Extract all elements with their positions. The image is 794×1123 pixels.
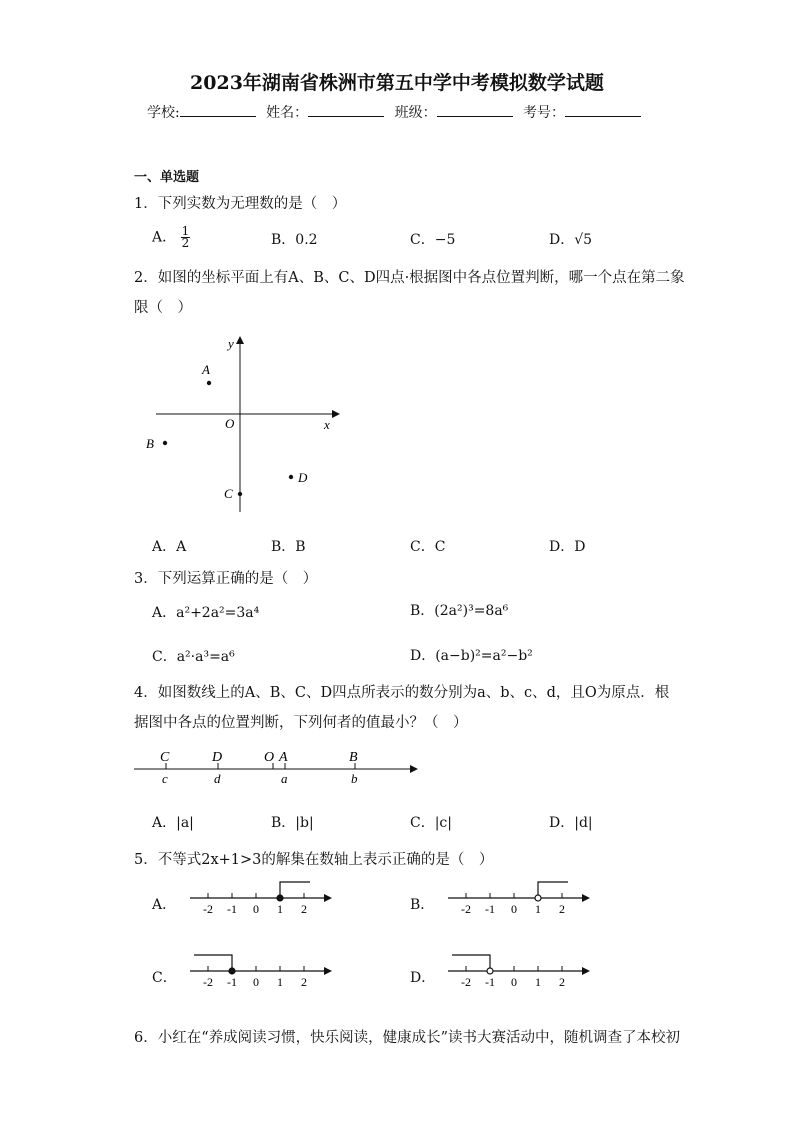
q4-stem-line1: 4．如图数线上的A、B、C、D四点所表示的数分别为a、b、c、d，且O为原点．根	[134, 685, 670, 701]
x-axis-arrow	[332, 410, 340, 418]
tick-label: -2	[461, 975, 471, 989]
q5-option-c-figure	[186, 951, 336, 991]
point-d-label: D	[298, 470, 308, 485]
solution-ray	[452, 955, 490, 971]
q4-point-d: D	[212, 750, 223, 765]
point-c	[238, 492, 242, 496]
q4-option-b: B．|b|	[271, 815, 314, 831]
q2-option-b: B．B	[271, 539, 306, 555]
q6-stem: 6．小红在“养成阅读习惯，快乐阅读，健康成长”读书大赛活动中，随机调查了本校初	[134, 1030, 681, 1046]
q2-option-a: A．A	[152, 539, 187, 555]
school-blank	[180, 104, 256, 117]
q5-option-a-figure	[186, 878, 336, 918]
q3-option-a: A．a²+2a²=3a⁴	[152, 605, 260, 621]
q4-option-d: D．|d|	[549, 815, 593, 831]
solid-endpoint	[277, 895, 283, 901]
tick-label: 1	[535, 902, 541, 916]
q4-value-c: c	[162, 771, 168, 786]
point-a	[207, 381, 211, 385]
page-title: 2023年湖南省株洲市第五中学中考模拟数学试题	[190, 72, 604, 94]
point-b-label: B	[146, 436, 154, 451]
point-a-label: A	[202, 362, 210, 377]
q1-fraction-num: 1	[181, 224, 190, 238]
q4-number-line	[130, 745, 425, 790]
q4-value-d: d	[214, 771, 221, 786]
q3-option-c: C．a²·a³=a⁶	[152, 649, 235, 665]
q5-stem: 5．不等式2x+1>3的解集在数轴上表示正确的是（ ）	[134, 852, 494, 868]
q1-fraction	[181, 226, 191, 249]
school-label: 学校:	[146, 105, 180, 121]
q4-point-o: O	[264, 750, 275, 765]
q1-fraction-den: 2	[181, 236, 190, 250]
q1-option-a	[152, 226, 190, 249]
tick-label: 0	[253, 902, 259, 916]
tick-label: 1	[277, 902, 283, 916]
q2-stem-line1: 2．如图的坐标平面上有A、B、C、D四点·根据图中各点位置判断，哪一个点在第二象	[134, 270, 685, 286]
q4-point-a: A	[279, 750, 288, 765]
axis-arrow	[582, 894, 590, 902]
tick-label: 1	[535, 975, 541, 989]
q3-option-b: B．(2a²)³=8a⁶	[410, 603, 509, 619]
tick-label: -1	[227, 902, 237, 916]
q4-point-b: B	[349, 750, 358, 765]
name-blank	[308, 104, 384, 117]
q5-option-b-label: B．	[410, 897, 435, 913]
tick-label: 0	[253, 975, 259, 989]
q4-axis-arrow	[410, 765, 418, 773]
tick-label: 2	[559, 975, 565, 989]
hollow-endpoint	[487, 968, 493, 974]
class-label: 班级：	[394, 105, 437, 121]
point-c-label: C	[224, 486, 233, 501]
q4-value-b: b	[351, 771, 358, 786]
q3-option-d: D．(a−b)²=a²−b²	[410, 648, 533, 664]
q5-option-d-figure	[444, 951, 594, 991]
q2-option-d: D．D	[549, 539, 586, 555]
point-b	[163, 441, 167, 445]
hollow-endpoint	[535, 895, 541, 901]
tick-label: -2	[461, 902, 471, 916]
q4-value-a: a	[281, 771, 288, 786]
tick-label: -2	[203, 975, 213, 989]
tick-label: 2	[301, 975, 307, 989]
q5-option-d-label: D．	[410, 970, 436, 986]
tick-label: 2	[301, 902, 307, 916]
q1-option-c: C．−5	[410, 232, 456, 248]
tick-label: -1	[485, 902, 495, 916]
number-label: 考号：	[523, 105, 566, 121]
y-axis-arrow	[236, 336, 244, 344]
class-blank	[437, 104, 513, 117]
q4-point-c: C	[160, 750, 170, 765]
q1-option-d-label: D．	[549, 232, 575, 248]
tick-label: 0	[511, 975, 517, 989]
origin-label: O	[225, 416, 235, 431]
q1-option-a-label: A．	[152, 229, 177, 246]
section-heading: 一、单选题	[134, 170, 200, 185]
point-d	[289, 475, 293, 479]
q1-stem: 1．下列实数为无理数的是（ ）	[134, 196, 347, 212]
q1-option-d-value: √5	[574, 232, 593, 248]
tick-label: -1	[227, 975, 237, 989]
q5-option-b-figure	[444, 878, 594, 918]
q5-option-c-label: C．	[152, 970, 177, 986]
tick-label: -2	[203, 902, 213, 916]
tick-label: -1	[485, 975, 495, 989]
name-label: 姓名：	[266, 105, 309, 121]
q4-option-c: C．|c|	[410, 815, 452, 831]
solution-ray	[194, 955, 232, 971]
solid-endpoint	[229, 968, 235, 974]
student-info	[0, 102, 794, 122]
q2-coordinate-figure	[140, 330, 345, 520]
x-label: x	[324, 417, 330, 432]
q2-stem-line2: 限（ ）	[134, 300, 192, 316]
axis-arrow	[582, 967, 590, 975]
number-blank	[565, 104, 641, 117]
q1-option-b: B．0.2	[271, 232, 318, 248]
solution-ray	[538, 882, 568, 898]
tick-label: 2	[559, 902, 565, 916]
y-label: y	[228, 336, 234, 351]
q2-option-c: C．C	[410, 539, 446, 555]
tick-label: 0	[511, 902, 517, 916]
q3-stem: 3．下列运算正确的是（ ）	[134, 571, 318, 587]
axis-arrow	[324, 967, 332, 975]
solution-ray	[280, 882, 310, 898]
q1-option-d	[549, 229, 592, 249]
q4-stem-line2: 据图中各点的位置判断，下列何者的值最小？（ ）	[134, 715, 468, 731]
q5-option-a-label: A．	[152, 897, 177, 913]
q4-option-a: A．|a|	[152, 815, 194, 831]
axis-arrow	[324, 894, 332, 902]
tick-label: 1	[277, 975, 283, 989]
